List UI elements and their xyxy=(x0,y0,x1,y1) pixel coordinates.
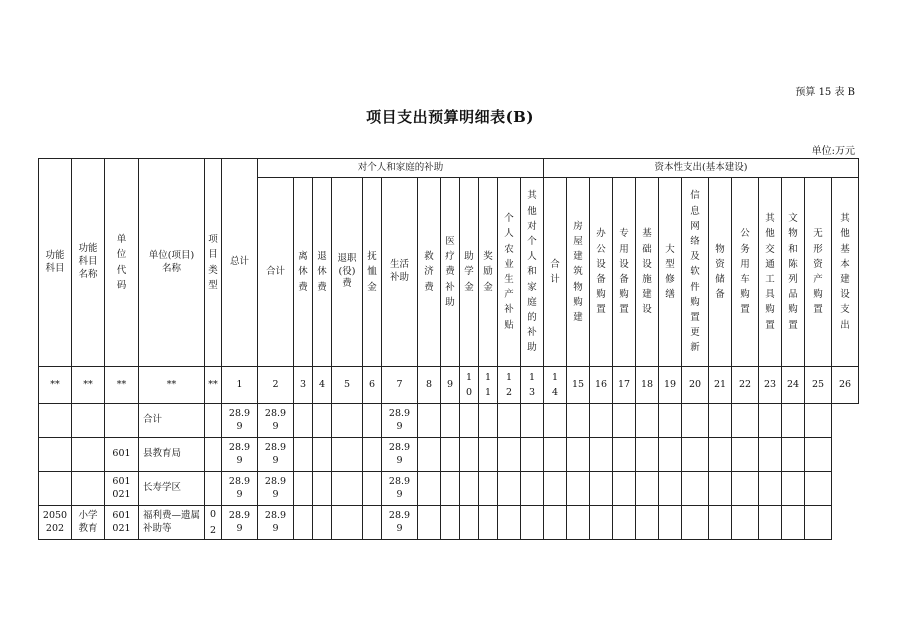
table-row xyxy=(39,438,859,472)
project-type-cell xyxy=(205,438,222,472)
code-cell: 10 xyxy=(460,367,479,404)
code-cell: 16 xyxy=(590,367,613,404)
code-cell: 9 xyxy=(441,367,460,404)
budget-table xyxy=(38,158,859,540)
header-capital-col: 其他交通工具购置 xyxy=(759,178,782,367)
unit-label: 单位:万元 xyxy=(811,146,855,157)
code-cell: 20 xyxy=(682,367,709,404)
header-capital-col: 公务用车购置 xyxy=(732,178,759,367)
personal-total-cell: 28.99 xyxy=(258,472,294,506)
header-capital-col: 专用设备购置 xyxy=(613,178,636,367)
code-cell: 18 xyxy=(636,367,659,404)
header-personal-col: 抚恤金 xyxy=(363,178,382,367)
header-capital-col: 房屋建筑物购建 xyxy=(567,178,590,367)
unit-name-cell: 合计 xyxy=(139,404,205,438)
header-group-personal: 对个人和家庭的补助 xyxy=(258,159,544,178)
header-personal-col: 其他对个人和家庭的补助 xyxy=(521,178,544,367)
code-cell: ** xyxy=(39,367,72,404)
code-cell: 6 xyxy=(363,367,382,404)
unit-name-cell: 长寿学区 xyxy=(139,472,205,506)
code-cell: 13 xyxy=(521,367,544,404)
table-row xyxy=(39,506,859,540)
header-personal-col: 奖励金 xyxy=(479,178,498,367)
code-cell: 25 xyxy=(805,367,832,404)
func-code-cell xyxy=(39,438,72,472)
header-personal-col: 助学金 xyxy=(460,178,479,367)
code-cell: 22 xyxy=(732,367,759,404)
personal-total-cell: 28.99 xyxy=(258,506,294,540)
total-cell: 28.99 xyxy=(222,472,258,506)
header-personal-col: 个人农业生产补贴 xyxy=(498,178,521,367)
total-cell: 28.99 xyxy=(222,404,258,438)
func-name-cell xyxy=(72,404,105,438)
func-code-cell: 2050202 xyxy=(39,506,72,540)
personal-total-cell: 28.99 xyxy=(258,404,294,438)
project-type-cell: 02 xyxy=(205,506,222,540)
code-cell: 23 xyxy=(759,367,782,404)
living-subsidy-cell: 28.99 xyxy=(382,506,418,540)
living-subsidy-cell: 28.99 xyxy=(382,438,418,472)
header-capital-col: 无形资产购置 xyxy=(805,178,832,367)
form-code: 预算 15 表 B xyxy=(795,87,855,98)
unit-code-cell xyxy=(105,404,139,438)
header-personal-col: 合计 xyxy=(258,178,294,367)
func-name-cell xyxy=(72,472,105,506)
unit-code-cell: 601021 xyxy=(105,472,139,506)
header-capital-col: 文物和陈列品购置 xyxy=(782,178,805,367)
living-subsidy-cell: 28.99 xyxy=(382,404,418,438)
unit-name-cell: 福利费—遗属补助等 xyxy=(139,506,205,540)
living-subsidy-cell: 28.99 xyxy=(382,472,418,506)
func-name-cell: 小学教育 xyxy=(72,506,105,540)
personal-total-cell: 28.99 xyxy=(258,438,294,472)
code-cell: ** xyxy=(205,367,222,404)
header-personal-col: 退休费 xyxy=(313,178,332,367)
func-code-cell xyxy=(39,404,72,438)
code-cell: 26 xyxy=(832,367,859,404)
code-cell: 17 xyxy=(613,367,636,404)
unit-code-cell: 601 xyxy=(105,438,139,472)
code-cell: 15 xyxy=(567,367,590,404)
code-cell: 1 xyxy=(222,367,258,404)
header-personal-col: 离休费 xyxy=(294,178,313,367)
code-cell: 5 xyxy=(332,367,363,404)
header-personal-col: 救济费 xyxy=(418,178,441,367)
code-cell: ** xyxy=(72,367,105,404)
code-cell: 3 xyxy=(294,367,313,404)
code-cell: 24 xyxy=(782,367,805,404)
header-capital-col: 信息网络及软件购置更新 xyxy=(682,178,709,367)
code-cell: 8 xyxy=(418,367,441,404)
code-cell: 21 xyxy=(709,367,732,404)
header-group-capital: 资本性支出(基本建设) xyxy=(544,159,859,178)
header-project-type: 项目类型 xyxy=(205,159,222,367)
header-capital-col: 合计 xyxy=(544,178,567,367)
func-code-cell xyxy=(39,472,72,506)
header-func-subject-name: 功能科目名称 xyxy=(72,159,105,367)
unit-code-cell: 601021 xyxy=(105,506,139,540)
table-row xyxy=(39,404,859,438)
header-capital-col: 物资储备 xyxy=(709,178,732,367)
func-name-cell xyxy=(72,438,105,472)
header-unit-name: 单位(项目)名称 xyxy=(139,159,205,367)
total-cell: 28.99 xyxy=(222,506,258,540)
total-cell: 28.99 xyxy=(222,438,258,472)
unit-name-cell: 县教育局 xyxy=(139,438,205,472)
header-func-subject: 功能科目 xyxy=(39,159,72,367)
code-cell: 19 xyxy=(659,367,682,404)
header-personal-col: 生活补助 xyxy=(382,178,418,367)
header-total: 总计 xyxy=(222,159,258,367)
header-capital-col: 其他基本建设支出 xyxy=(832,178,859,367)
code-cell: 7 xyxy=(382,367,418,404)
page-title: 项目支出预算明细表(B) xyxy=(366,108,534,126)
code-cell: 14 xyxy=(544,367,567,404)
header-capital-col: 基础设施建设 xyxy=(636,178,659,367)
header-capital-col: 办公设备购置 xyxy=(590,178,613,367)
header-unit-code: 单位代码 xyxy=(105,159,139,367)
project-type-cell xyxy=(205,472,222,506)
code-cell: ** xyxy=(139,367,205,404)
header-personal-col: 退职(役)费 xyxy=(332,178,363,367)
header-capital-col: 大型修缮 xyxy=(659,178,682,367)
code-cell: 2 xyxy=(258,367,294,404)
project-type-cell xyxy=(205,404,222,438)
code-cell: 12 xyxy=(498,367,521,404)
code-cell: 4 xyxy=(313,367,332,404)
code-cell: 11 xyxy=(479,367,498,404)
table-row xyxy=(39,472,859,506)
code-cell: ** xyxy=(105,367,139,404)
header-personal-col: 医疗费补助 xyxy=(441,178,460,367)
